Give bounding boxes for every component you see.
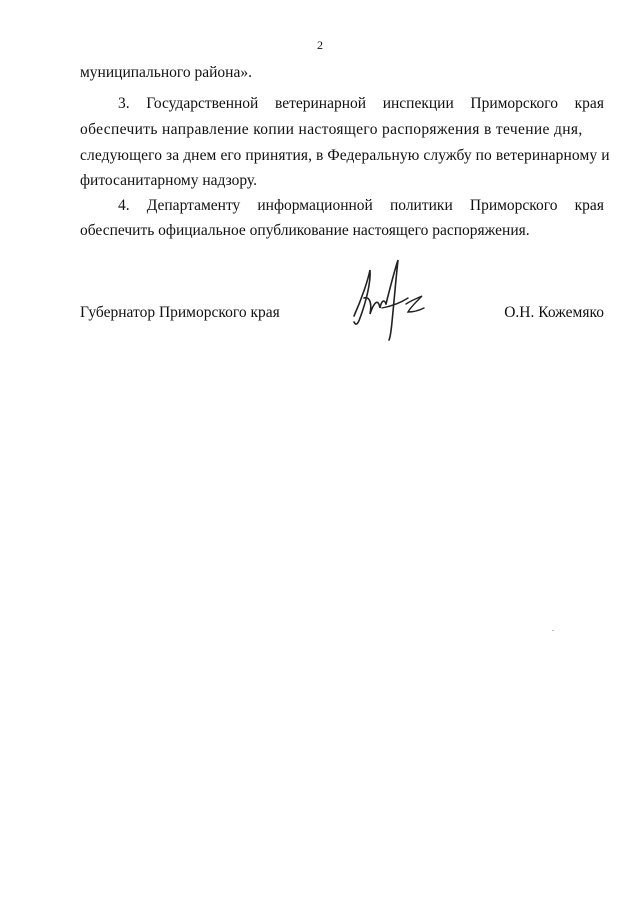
item3-word: Государственной <box>146 95 259 112</box>
item4-word: Приморского <box>469 197 558 214</box>
handwritten-signature <box>348 258 428 342</box>
scan-speck <box>552 630 554 631</box>
item3-line-3: следующего за днем его принятия, в Федеральную службу по ветеринарному и <box>80 147 610 164</box>
item3-word: Приморского <box>470 95 559 112</box>
signatory-name: О.Н. Кожемяко <box>504 304 604 321</box>
item4-word: политики <box>389 197 453 214</box>
page-number: 2 <box>317 38 323 52</box>
text-line-1: муниципального района». <box>80 64 252 81</box>
item3-line-4: фитосанитарному надзору. <box>80 172 258 189</box>
signatory-position: Губернатор Приморского края <box>80 304 280 321</box>
item3-first-line <box>80 95 604 113</box>
item4-word: Департаменту <box>146 197 241 214</box>
item4-number: 4. <box>118 197 130 214</box>
item4-first-line <box>80 197 604 215</box>
item3-word: инспекции <box>382 95 454 112</box>
item3-line-2-text: обеспечить направление копии настоящего распоряжения в течение дня, <box>80 121 583 138</box>
item3-word: ветеринарной <box>274 95 367 112</box>
item3-number: 3. <box>118 95 130 112</box>
item3-word: края <box>574 95 604 112</box>
item4-word: края <box>574 197 604 214</box>
item4-word: информационной <box>257 197 373 214</box>
item3-line-2 <box>80 121 604 139</box>
item4-line-2: обеспечить официальное опубликование настоящего распоряжения. <box>80 222 530 239</box>
